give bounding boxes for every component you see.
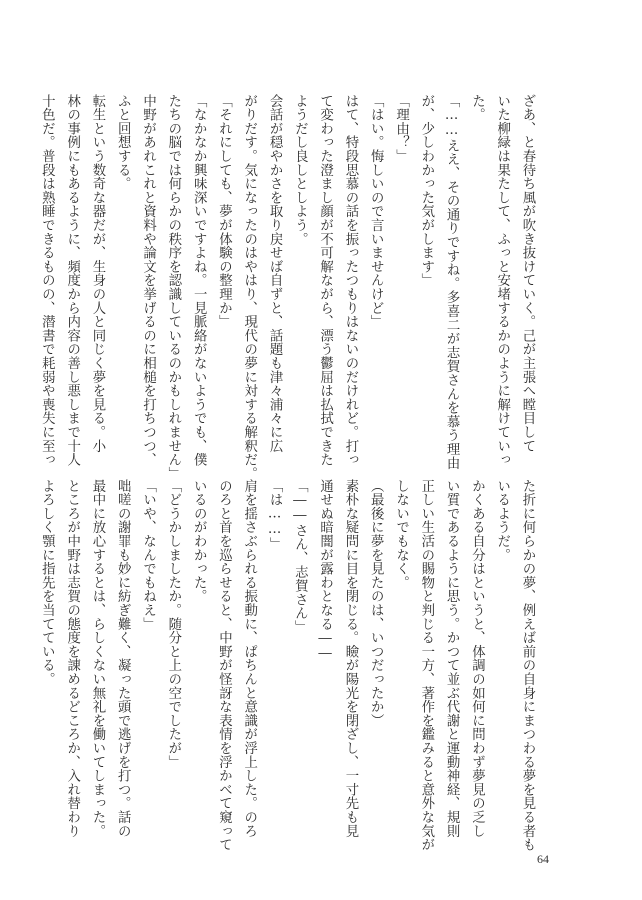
- text-line: いるのがわかった。: [191, 479, 207, 604]
- page-number: 64: [537, 852, 549, 866]
- text-line: 中野があれこれと資料や論文を挙げるのに相槌を打ちつつ、: [140, 94, 156, 467]
- text-line: 転生という数奇な器だが、生身の人と同じく夢を見る。小: [89, 94, 105, 453]
- text-line: がりだす。気になったのはやはり、現代の夢に対する解釈だ。: [241, 94, 257, 481]
- text-line: 会話が穏やかさを取り戻せば自ずと、話題も津々浦々に広: [267, 94, 283, 453]
- text-line: 肩を揺さぶられる振動に、ぱちんと意識が浮上した。のろ: [241, 479, 257, 838]
- text-line: た。: [469, 94, 485, 122]
- text-line: かくある自分はというと、体調の如何に問わず夢見の乏し: [469, 479, 485, 838]
- text-line: て変わった澄まし顔が不可解ながら、漂う鬱屈は払拭できた: [317, 94, 333, 467]
- text-line: 「はい。悔しいので言いませんけど」: [368, 94, 384, 329]
- text-line: 通せぬ暗闇が露わとなる――: [317, 479, 333, 662]
- text-line: はて、特段思慕の話を振ったつもりはないのだけれど。打っ: [342, 94, 358, 467]
- text-line: たちの脳では何らかの秩序を認識しているのかもしれません」: [165, 94, 181, 481]
- text-line: 十色だ。普段は熟睡できるものの、潜書で耗弱や喪失に至っ: [39, 94, 55, 467]
- text-line: 最中に放心するとは、らしくない無礼を働いてしまった。: [89, 479, 105, 838]
- text-line: よろしく顎に指先を当てている。: [39, 479, 55, 686]
- text-line: が、少しわかった気がします」: [418, 94, 434, 288]
- text-line: 「――さん、志賀さん」: [292, 479, 308, 634]
- text-line: ふと回想する。: [115, 94, 131, 191]
- text-line: 林の事例にもあるように、頻度から内容の善し悪しまで十人: [64, 94, 80, 467]
- text-line: ようだし良しとしよう。: [292, 94, 308, 246]
- text-line: しないでもなく。: [393, 479, 409, 590]
- upper-text-block: [39, 94, 540, 481]
- text-line: 「理由？」: [393, 94, 409, 163]
- text-line: 「……ええ、その通りですね。多喜二が志賀さんを慕う理由: [444, 94, 460, 470]
- text-line: 「いや、なんでもねえ」: [140, 479, 156, 631]
- text-line: いるようだ。: [494, 479, 510, 562]
- text-line: のろと首を巡らせると、中野が怪訝な表情を浮かべて窺って: [216, 479, 232, 852]
- text-line: 「は……」: [267, 479, 283, 552]
- text-line: 咄嗟の謝罪も妙に紡ぎ難く、凝った頭で逃げを打つ。話の: [115, 479, 131, 838]
- text-line: 「それにしても、夢が体験の整理か」: [216, 94, 232, 329]
- text-line: た折に何らかの夢、例えば前の自身にまつわる夢を見る者も: [520, 479, 535, 852]
- lower-text-block: [39, 479, 540, 852]
- text-line: ざあ、と春待ち風が吹き抜けていく。己が主張へ瞠目して: [520, 94, 535, 453]
- text-line: い質であるように思う。かつて並ぶ代謝と運動神経、規則: [444, 479, 460, 838]
- text-line: いた柳緑は果たして、ふっと安堵するかのように解けていっ: [494, 94, 510, 467]
- text-line: ところが中野は志賀の態度を諌めるどころか、入れ替わり: [64, 479, 80, 838]
- text-line: 正しい生活の賜物と判じる一方、著作を鑑みると意外な気が: [418, 479, 434, 852]
- text-line: 「なかなか興味深いですよね。一見脈絡がないようでも、僕: [191, 94, 207, 467]
- text-line: （最後に夢を見たのは、いつだったか）: [368, 479, 384, 728]
- text-line: 「どうかしましたか。随分と上の空でしたが」: [165, 479, 181, 769]
- text-line: 素朴な疑問に目を閉じる。瞼が陽光を閉ざし、一寸先も見: [342, 479, 358, 838]
